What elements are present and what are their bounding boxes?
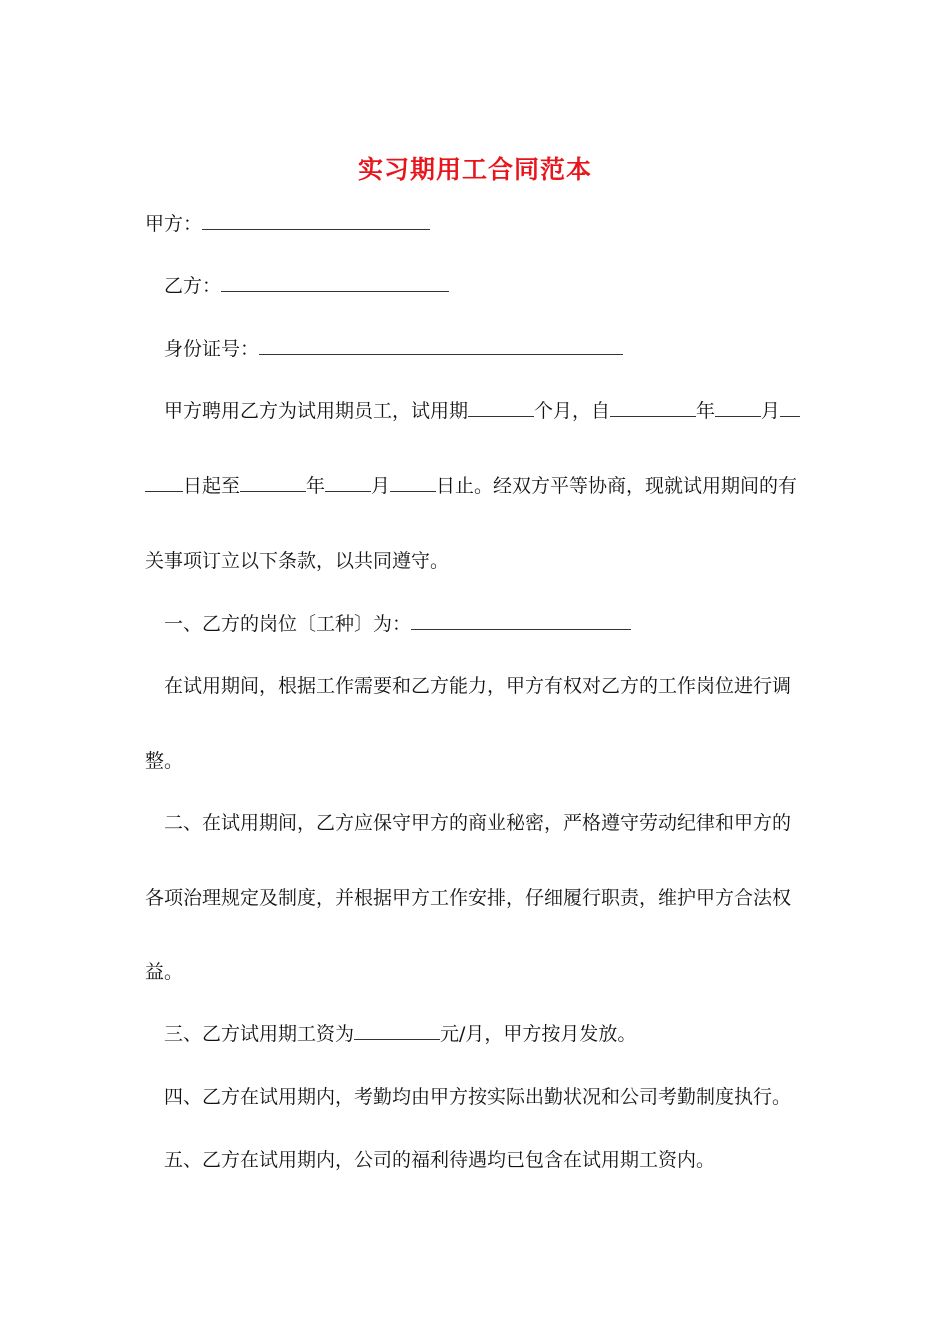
id-number-label: 身份证号： bbox=[164, 338, 260, 360]
intro-line-1 bbox=[164, 397, 800, 425]
intro-text-9: 关事项订立以下条款，以共同遵守。 bbox=[145, 550, 450, 572]
party-b-blank[interactable] bbox=[221, 273, 449, 292]
intro-text-2: 个月，自 bbox=[534, 400, 611, 422]
party-a-label: 甲方： bbox=[145, 213, 203, 235]
intro-line-3 bbox=[145, 547, 449, 575]
start-year-blank[interactable] bbox=[610, 398, 696, 417]
intro-text-4: 月 bbox=[761, 400, 781, 422]
intro-text-7: 月 bbox=[371, 475, 391, 497]
clause-1-text-line-2: 整。 bbox=[145, 750, 184, 772]
position-blank[interactable] bbox=[411, 611, 631, 630]
party-b-line bbox=[164, 272, 449, 300]
salary-blank[interactable] bbox=[354, 1021, 440, 1040]
end-month-blank[interactable] bbox=[325, 473, 371, 492]
end-day-blank[interactable] bbox=[390, 473, 436, 492]
clause-1-text-line-1: 在试用期间，根据工作需要和乙方能力，甲方有权对乙方的工作岗位进行调 bbox=[164, 675, 792, 697]
document-title: 实习期用工合同范本 bbox=[357, 155, 592, 184]
clause-3-line bbox=[164, 1020, 636, 1048]
party-a-line bbox=[145, 210, 430, 238]
intro-text-5: 日起至 bbox=[183, 475, 241, 497]
clause-1-label: 一、乙方的岗位〔工种〕为： bbox=[164, 613, 412, 635]
clause-5-line: 五、乙方在试用期内，公司的福利待遇均已包含在试用期工资内。 bbox=[164, 1149, 716, 1171]
clause-4-line: 四、乙方在试用期内，考勤均由甲方按实际出勤状况和公司考勤制度执行。 bbox=[164, 1086, 792, 1108]
intro-line-2 bbox=[145, 472, 797, 500]
intro-text-8: 日止。经双方平等协商，现就试用期间的有 bbox=[436, 475, 798, 497]
intro-text-3: 年 bbox=[696, 400, 716, 422]
party-b-label: 乙方： bbox=[164, 275, 222, 297]
start-day-blank-a[interactable] bbox=[780, 398, 800, 417]
clause-2-line-2: 各项治理规定及制度，并根据甲方工作安排，仔细履行职责，维护甲方合法权 bbox=[145, 887, 792, 909]
id-number-line bbox=[164, 335, 623, 363]
id-number-blank[interactable] bbox=[259, 336, 623, 355]
end-year-blank[interactable] bbox=[240, 473, 306, 492]
start-day-blank-b[interactable] bbox=[145, 473, 183, 492]
party-a-blank[interactable] bbox=[202, 211, 430, 230]
clause-2-line-1: 二、在试用期间，乙方应保守甲方的商业秘密，严格遵守劳动纪律和甲方的 bbox=[164, 812, 792, 834]
clause-2-line-3: 益。 bbox=[145, 961, 184, 983]
probation-months-blank[interactable] bbox=[468, 398, 534, 417]
start-month-blank[interactable] bbox=[715, 398, 761, 417]
intro-text-6: 年 bbox=[306, 475, 326, 497]
clause-3-text-2: 元/月，甲方按月发放。 bbox=[440, 1023, 637, 1045]
clause-3-text-1: 三、乙方试用期工资为 bbox=[164, 1023, 355, 1045]
clause-1-title-line bbox=[164, 610, 631, 638]
intro-text-1: 甲方聘用乙方为试用期员工，试用期 bbox=[164, 400, 469, 422]
